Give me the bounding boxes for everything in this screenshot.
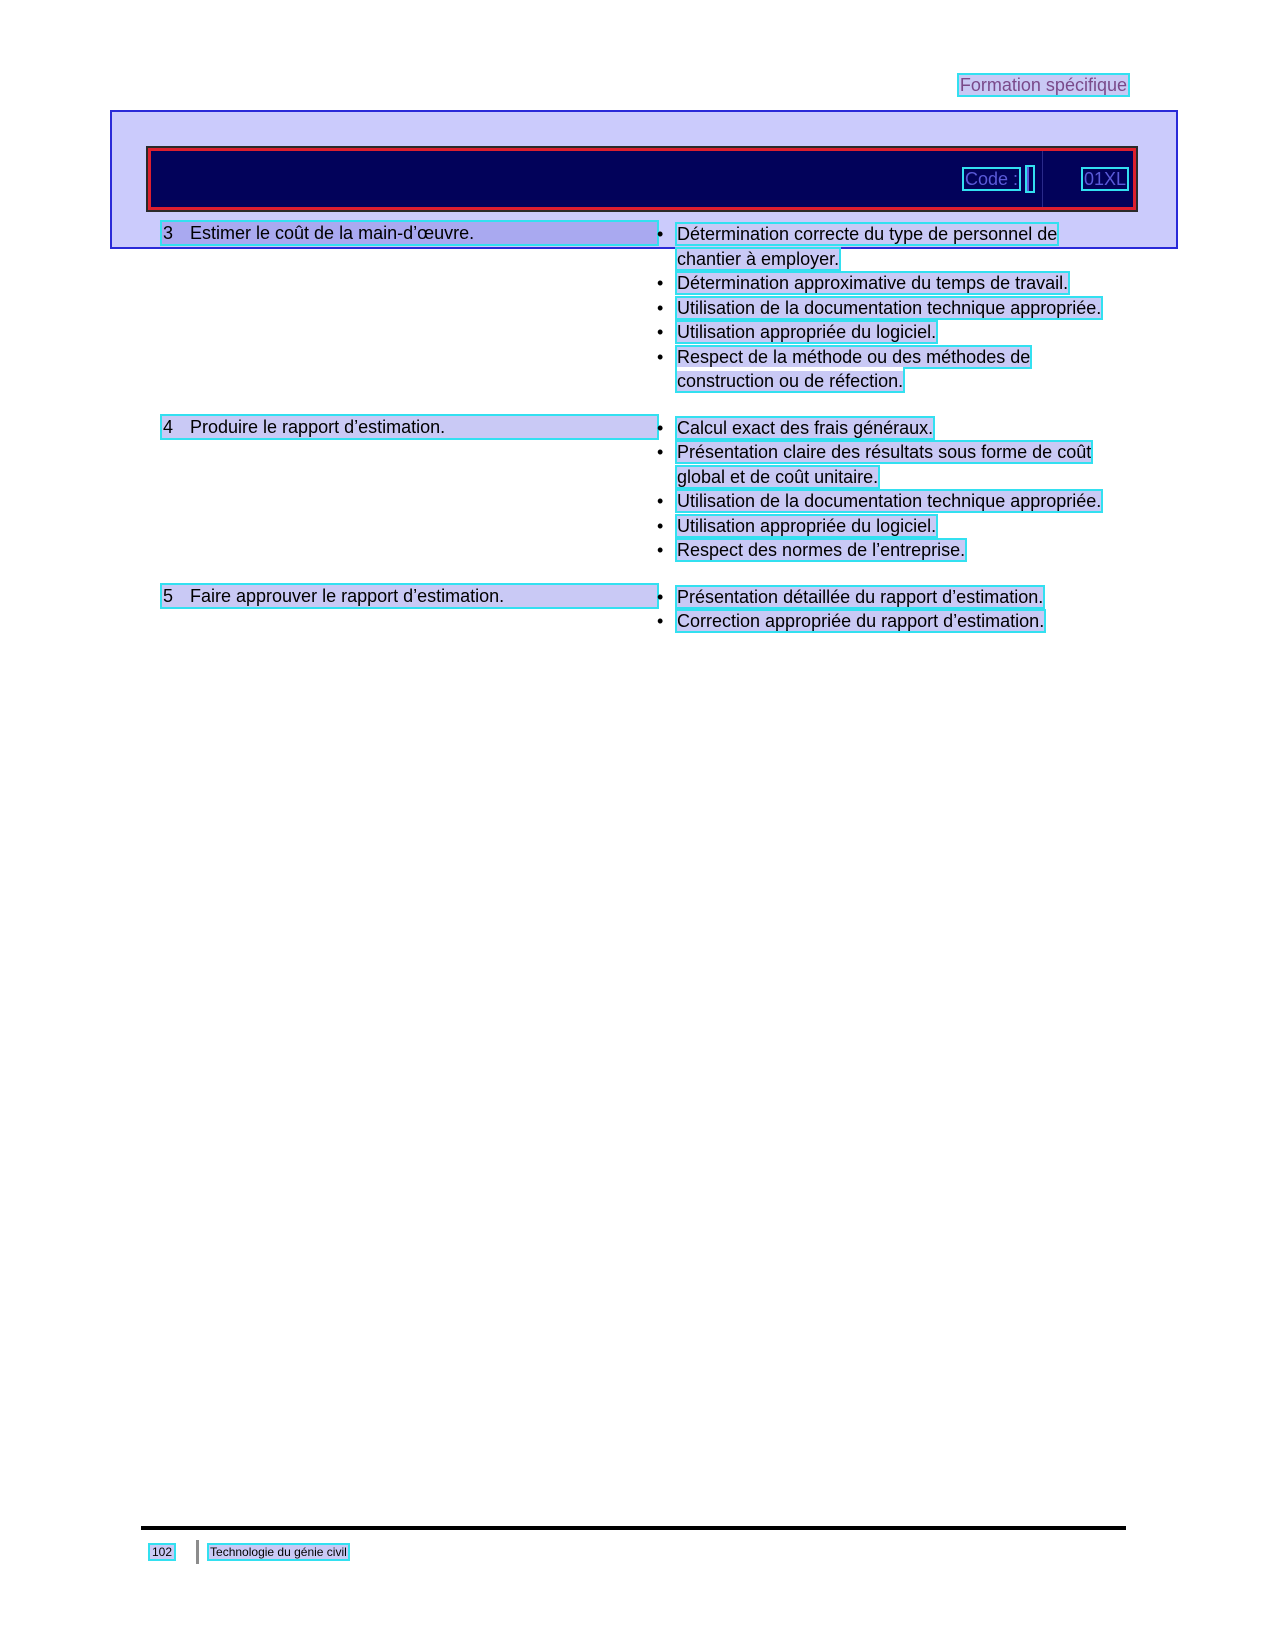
criteria-list <box>657 416 1122 563</box>
step-cell <box>162 222 657 394</box>
code-value: 01XL <box>1083 169 1126 189</box>
step-text: Faire approuver le rapport d’estimation. <box>190 585 505 606</box>
footer-separator <box>196 1540 199 1564</box>
competency-header-bar <box>148 148 1136 210</box>
step-cell <box>162 416 657 563</box>
criterion-item: • Présentation détaillée du rapport d’estimation. <box>657 585 1122 610</box>
criterion-item: • Respect des normes de l’entreprise. <box>657 538 1122 563</box>
criterion-item: • Correction appropriée du rapport d’estimation. <box>657 609 1122 634</box>
table-row <box>162 222 1122 394</box>
code-separator <box>1027 167 1033 191</box>
criterion-item: • Calcul exact des frais généraux. <box>657 416 1122 441</box>
step-number: 3 <box>163 223 174 243</box>
step-number: 5 <box>163 585 174 606</box>
header-divider <box>1042 151 1043 207</box>
criteria-list <box>657 585 1122 634</box>
page-footer <box>150 1540 348 1564</box>
criterion-item: • Respect de la méthode ou des méthodes de construction ou de réfection. <box>657 345 1122 394</box>
criterion-item: • Utilisation appropriée du logiciel. <box>657 320 1122 345</box>
page-number: 102 <box>152 1545 173 1559</box>
step-cell <box>162 585 657 634</box>
table-row <box>162 585 1122 634</box>
elements-table <box>162 222 1122 634</box>
criterion-item: • Détermination approximative du temps de travail. <box>657 271 1122 296</box>
table-row <box>162 416 1122 563</box>
running-head: Formation spécifique <box>959 75 1127 95</box>
criterion-item: • Présentation claire des résultats sous forme de coût global et de coût unitaire. <box>657 440 1122 489</box>
criteria-list <box>657 222 1122 394</box>
criterion-item: • Utilisation appropriée du logiciel. <box>657 514 1122 539</box>
code-label: Code : <box>964 169 1018 189</box>
criterion-item: • Détermination correcte du type de personnel de chantier à employer. <box>657 222 1122 271</box>
criterion-item: • Utilisation de la documentation technique appropriée. <box>657 489 1122 514</box>
step-number: 4 <box>163 416 174 437</box>
footer-rule <box>141 1526 1126 1530</box>
criterion-item: • Utilisation de la documentation technique appropriée. <box>657 296 1122 321</box>
step-text: Estimer le coût de la main-d’œuvre. <box>190 223 475 243</box>
footer-title: Technologie du génie civil <box>210 1545 347 1559</box>
step-text: Produire le rapport d’estimation. <box>190 416 446 437</box>
